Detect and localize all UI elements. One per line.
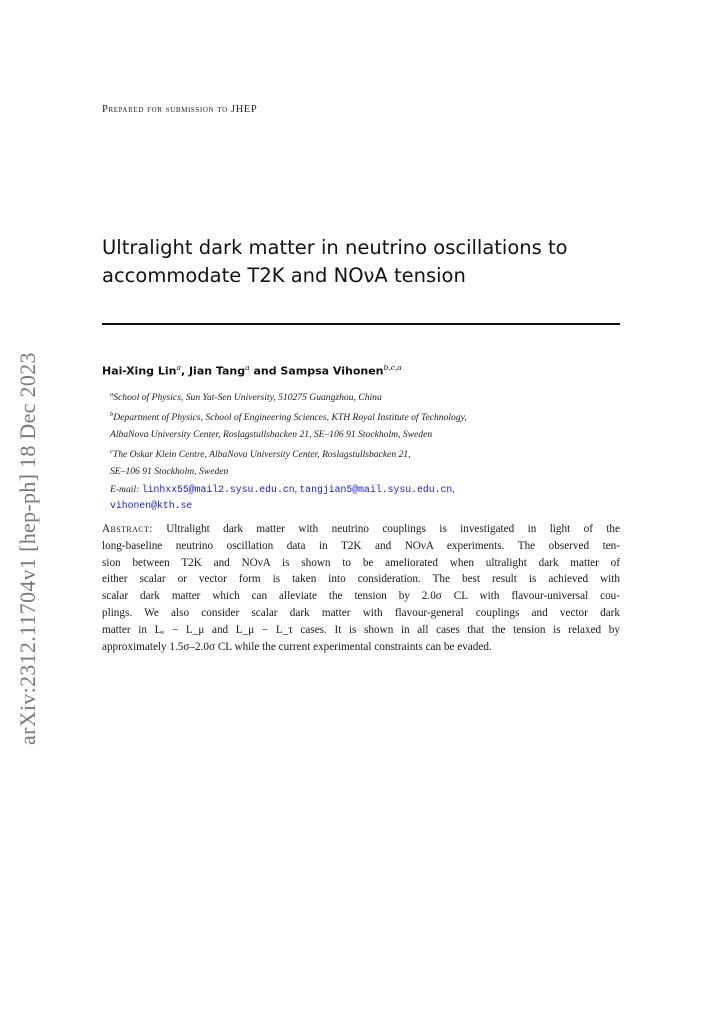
affiliation-a [102, 387, 632, 407]
email-separator: , [452, 483, 455, 495]
affil-text: School of Physics, Sun Yat-Sen University, 510275 Guangzhou, China [113, 392, 382, 404]
author-list [102, 363, 402, 378]
email-line-2 [102, 498, 632, 515]
email-link[interactable]: tangjian5@mail.sysu.edu.cn [299, 483, 453, 495]
affil-mark: b [110, 410, 114, 418]
affil-text: The Oskar Klein Centre, AlbaNova University Center, Roslagstullsbacken 21, [112, 448, 411, 460]
paper-title [102, 234, 642, 290]
email-line [102, 482, 632, 499]
abstract-line: plings. We also consider scalar dark matter with flavour-general couplings and vector dark [102, 606, 620, 619]
title-divider [102, 323, 620, 325]
email-label: E-mail: [110, 483, 140, 495]
affiliation-b-cont: AlbaNova University Center, Roslagstullsbacken 21, SE–106 91 Stockholm, Sweden [110, 428, 433, 440]
abstract-line: scalar dark matter which can alleviate the tension by 2.0σ CL with flavour-universal cou- [102, 590, 620, 603]
author-name: Hai-Xing Lin [102, 364, 177, 378]
author-affil-mark: b,c,a [383, 363, 402, 372]
affiliation-c-cont: SE–106 91 Stockholm, Sweden [110, 465, 229, 477]
author-affil-mark: a [176, 363, 181, 372]
affiliations [102, 387, 632, 515]
abstract-line: either scalar or vector form is taken into consideration. The best result is achieved with [102, 573, 620, 586]
submission-note: Prepared for submission to JHEP [102, 104, 258, 115]
author-name: Jian Tang [188, 364, 246, 378]
abstract-line: long-baseline neutrino oscillation data in T2K and NOνA experiments. The observed ten- [102, 539, 620, 552]
author-separator: and [249, 364, 281, 378]
abstract-line: sion between T2K and NOνA is shown to be ameliorated when ultralight dark matter of [102, 556, 620, 569]
author-separator: , [180, 364, 189, 378]
abstract [102, 521, 620, 655]
author-name: Sampsa Vihonen [280, 364, 384, 378]
affil-text: Department of Physics, School of Engineering Sciences, KTH Royal Institute of Technology, [113, 412, 467, 424]
affil-mark: c [110, 447, 113, 455]
arxiv-identifier: arXiv:2312.11704v1 [hep-ph] 18 Dec 2023 [15, 352, 40, 745]
author-affil-mark: a [245, 363, 250, 372]
affiliation-b [102, 407, 632, 427]
abstract-line [102, 521, 620, 538]
title-line-1: Ultralight dark matter in neutrino oscillations to [102, 236, 568, 259]
abstract-line: matter in Lₑ − L_μ and L_μ − L_τ cases. It is shown in all cases that the tension is relaxed by [102, 623, 620, 636]
abstract-label: Abstract: [102, 523, 153, 535]
title-line-2: accommodate T2K and NOνA tension [102, 264, 466, 287]
abstract-text: Ultralight dark matter with neutrino couplings is investigated in light of the [166, 523, 620, 535]
email-link[interactable]: linhxx55@mail2.sysu.edu.cn [141, 483, 295, 495]
abstract-line: approximately 1.5σ–2.0σ CL while the current experimental constraints can be evaded. [102, 640, 492, 653]
affiliation-c [102, 444, 632, 464]
email-link[interactable]: vihonen@kth.se [110, 500, 193, 512]
affil-mark: a [110, 391, 114, 398]
email-separator: , [294, 483, 297, 495]
